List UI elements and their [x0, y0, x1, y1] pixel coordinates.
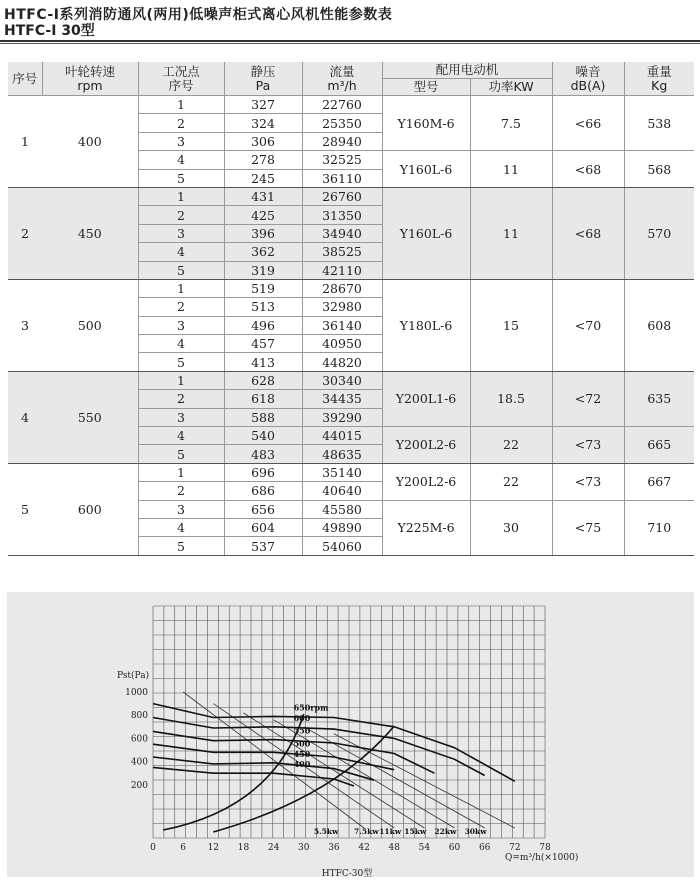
- x-tick-label: 36: [328, 843, 340, 853]
- rpm-label: 450: [293, 748, 311, 759]
- cell-power: 11: [470, 151, 552, 188]
- cell-condition: 1: [138, 279, 224, 297]
- cell-flow: 45580: [302, 500, 382, 518]
- power-line: [304, 727, 485, 828]
- power-label: 7.5kw: [354, 827, 379, 836]
- cell-model: Y225M-6: [382, 500, 470, 555]
- cell-condition: 4: [138, 151, 224, 169]
- x-tick-label: 72: [509, 843, 521, 853]
- table-row: [8, 279, 694, 297]
- cell-flow: 22760: [302, 96, 382, 114]
- cell-flow: 32525: [302, 151, 382, 169]
- cell-noise: <73: [552, 427, 624, 464]
- cell-flow: 28940: [302, 132, 382, 150]
- cell-power: 7.5: [470, 96, 552, 151]
- cell-flow: 31350: [302, 206, 382, 224]
- x-tick-label: 60: [448, 843, 461, 853]
- y-tick-label: 400: [130, 757, 148, 768]
- cell-flow: 40950: [302, 335, 382, 353]
- cell-pressure: 604: [224, 518, 302, 536]
- x-tick-label: 18: [237, 843, 250, 853]
- cell-condition: 1: [138, 463, 224, 481]
- cell-flow: 35140: [302, 463, 382, 481]
- cell-condition: 1: [138, 96, 224, 114]
- rpm-label: 500: [293, 738, 311, 749]
- rpm-label: 550: [293, 725, 311, 736]
- cell-pressure: 319: [224, 261, 302, 279]
- row-seq: 4: [8, 371, 42, 463]
- y-tick-label: 200: [130, 780, 148, 791]
- row-speed: 400: [42, 96, 138, 188]
- cell-pressure: 245: [224, 169, 302, 187]
- cell-pressure: 483: [224, 445, 302, 463]
- cell-condition: 1: [138, 371, 224, 389]
- cell-pressure: 686: [224, 482, 302, 500]
- performance-chart: [7, 592, 694, 877]
- cell-flow: 26760: [302, 187, 382, 205]
- cell-pressure: 324: [224, 114, 302, 132]
- power-label: 30kw: [464, 827, 487, 836]
- cell-condition: 2: [138, 390, 224, 408]
- page-subtitle: HTFC-Ⅰ 30型: [4, 23, 95, 39]
- title-divider: [0, 40, 700, 42]
- cell-pressure: 519: [224, 279, 302, 297]
- header-power: 功率KW: [470, 79, 552, 96]
- cell-weight: 570: [624, 187, 694, 279]
- header-pressure: 静压 Pa: [224, 62, 302, 96]
- cell-flow: 39290: [302, 408, 382, 426]
- power-line: [243, 713, 424, 828]
- power-label: 5.5kw: [313, 827, 339, 836]
- cell-pressure: 425: [224, 206, 302, 224]
- row-speed: 550: [42, 371, 138, 463]
- cell-power: 30: [470, 500, 552, 555]
- cell-pressure: 362: [224, 243, 302, 261]
- row-speed: 500: [42, 279, 138, 371]
- cell-pressure: 588: [224, 408, 302, 426]
- cell-weight: 665: [624, 427, 694, 464]
- cell-pressure: 306: [224, 132, 302, 150]
- cell-condition: 3: [138, 500, 224, 518]
- power-label: 15kw: [404, 827, 427, 836]
- x-tick-label: 0: [150, 843, 156, 853]
- header-seq: 序号: [8, 62, 42, 96]
- cell-condition: 3: [138, 224, 224, 242]
- cell-power: 22: [470, 463, 552, 500]
- x-tick-label: 30: [298, 843, 310, 853]
- cell-condition: 3: [138, 132, 224, 150]
- cell-condition: 4: [138, 335, 224, 353]
- x-tick-label: 78: [539, 843, 551, 853]
- cell-flow: 34940: [302, 224, 382, 242]
- header-speed: 叶轮转速 rpm: [42, 62, 138, 96]
- cell-flow: 44015: [302, 427, 382, 445]
- x-tick-label: 66: [478, 843, 491, 853]
- header-weight: 重量 Kg: [624, 62, 694, 96]
- header-condition: 工况点 序号: [138, 62, 224, 96]
- cell-model: Y160L-6: [382, 151, 470, 188]
- cell-condition: 2: [138, 114, 224, 132]
- rpm-label: 600: [293, 712, 311, 723]
- cell-flow: 49890: [302, 518, 382, 536]
- y-tick-label: 800: [130, 711, 148, 722]
- cell-noise: <72: [552, 371, 624, 426]
- cell-noise: <70: [552, 279, 624, 371]
- cell-pressure: 278: [224, 151, 302, 169]
- y-axis-label: Pst(Pa): [117, 671, 150, 681]
- cell-flow: 38525: [302, 243, 382, 261]
- cell-weight: 710: [624, 500, 694, 555]
- cell-pressure: 656: [224, 500, 302, 518]
- cell-pressure: 327: [224, 96, 302, 114]
- y-tick-label: 1000: [125, 688, 148, 698]
- cell-model: Y200L1-6: [382, 371, 470, 426]
- row-seq: 1: [8, 96, 42, 188]
- cell-model: Y200L2-6: [382, 463, 470, 500]
- cell-noise: <68: [552, 151, 624, 188]
- cell-flow: 36140: [302, 316, 382, 334]
- power-label: 11kw: [379, 827, 402, 836]
- efficiency-curve: [163, 714, 304, 830]
- cell-flow: 25350: [302, 114, 382, 132]
- cell-pressure: 696: [224, 463, 302, 481]
- power-label: 22kw: [434, 827, 457, 836]
- row-seq: 3: [8, 279, 42, 371]
- rpm-label: 400: [293, 759, 311, 770]
- x-tick-label: 12: [207, 843, 220, 853]
- cell-flow: 32980: [302, 298, 382, 316]
- cell-condition: 2: [138, 298, 224, 316]
- cell-power: 15: [470, 279, 552, 371]
- cell-weight: 608: [624, 279, 694, 371]
- y-tick-label: 600: [130, 734, 148, 745]
- cell-model: Y160M-6: [382, 96, 470, 151]
- cell-flow: 36110: [302, 169, 382, 187]
- header-model: 型号: [382, 79, 470, 96]
- cell-pressure: 628: [224, 371, 302, 389]
- cell-condition: 4: [138, 427, 224, 445]
- cell-flow: 42110: [302, 261, 382, 279]
- cell-condition: 5: [138, 169, 224, 187]
- cell-pressure: 537: [224, 537, 302, 555]
- row-seq: 5: [8, 463, 42, 555]
- cell-flow: 30340: [302, 371, 382, 389]
- cell-pressure: 496: [224, 316, 302, 334]
- cell-flow: 28670: [302, 279, 382, 297]
- cell-weight: 635: [624, 371, 694, 426]
- cell-pressure: 618: [224, 390, 302, 408]
- x-tick-label: 54: [418, 843, 431, 853]
- power-line: [183, 692, 364, 828]
- cell-flow: 40640: [302, 482, 382, 500]
- cell-condition: 3: [138, 408, 224, 426]
- chart-caption: HTFC-30型: [321, 869, 373, 877]
- page-title: HTFC-Ⅰ系列消防通风(两用)低噪声柜式离心风机性能参数表: [4, 7, 393, 23]
- cell-noise: <75: [552, 500, 624, 555]
- x-tick-label: 48: [388, 843, 400, 853]
- cell-condition: 5: [138, 445, 224, 463]
- row-seq: 2: [8, 187, 42, 279]
- cell-flow: 44820: [302, 353, 382, 371]
- cell-pressure: 396: [224, 224, 302, 242]
- cell-weight: 568: [624, 151, 694, 188]
- performance-curve-svg: [7, 592, 694, 877]
- cell-flow: 48635: [302, 445, 382, 463]
- performance-table: [8, 62, 694, 556]
- cell-model: Y160L-6: [382, 187, 470, 279]
- header-flow: 流量 m³/h: [302, 62, 382, 96]
- cell-condition: 1: [138, 187, 224, 205]
- power-line: [274, 720, 455, 828]
- cell-condition: 4: [138, 518, 224, 536]
- performance-curve: [153, 767, 354, 786]
- cell-condition: 4: [138, 243, 224, 261]
- cell-model: Y200L2-6: [382, 427, 470, 464]
- cell-pressure: 431: [224, 187, 302, 205]
- x-tick-label: 6: [180, 843, 187, 853]
- cell-condition: 5: [138, 353, 224, 371]
- cell-condition: 2: [138, 206, 224, 224]
- x-axis-label: Q=m³/h(×1000): [505, 853, 579, 863]
- cell-model: Y180L-6: [382, 279, 470, 371]
- row-speed: 600: [42, 463, 138, 555]
- cell-noise: <68: [552, 187, 624, 279]
- cell-power: 18.5: [470, 371, 552, 426]
- cell-condition: 5: [138, 261, 224, 279]
- table-row: [8, 371, 694, 389]
- cell-noise: <73: [552, 463, 624, 500]
- x-tick-label: 24: [267, 843, 280, 853]
- title-divider-thin: [0, 43, 700, 44]
- cell-weight: 667: [624, 463, 694, 500]
- x-tick-label: 42: [358, 843, 370, 853]
- cell-weight: 538: [624, 96, 694, 151]
- cell-condition: 5: [138, 537, 224, 555]
- cell-pressure: 540: [224, 427, 302, 445]
- cell-power: 11: [470, 187, 552, 279]
- cell-pressure: 413: [224, 353, 302, 371]
- rpm-label: 650rpm: [293, 702, 329, 713]
- header-motor: 配用电动机: [382, 62, 552, 79]
- header-noise: 噪音 dB(A): [552, 62, 624, 96]
- cell-pressure: 457: [224, 335, 302, 353]
- cell-condition: 2: [138, 482, 224, 500]
- table-row: [8, 187, 694, 205]
- cell-condition: 3: [138, 316, 224, 334]
- cell-flow: 54060: [302, 537, 382, 555]
- table-row: [8, 463, 694, 481]
- cell-flow: 34435: [302, 390, 382, 408]
- cell-pressure: 513: [224, 298, 302, 316]
- table-row: [8, 96, 694, 114]
- cell-noise: <66: [552, 96, 624, 151]
- cell-power: 22: [470, 427, 552, 464]
- row-speed: 450: [42, 187, 138, 279]
